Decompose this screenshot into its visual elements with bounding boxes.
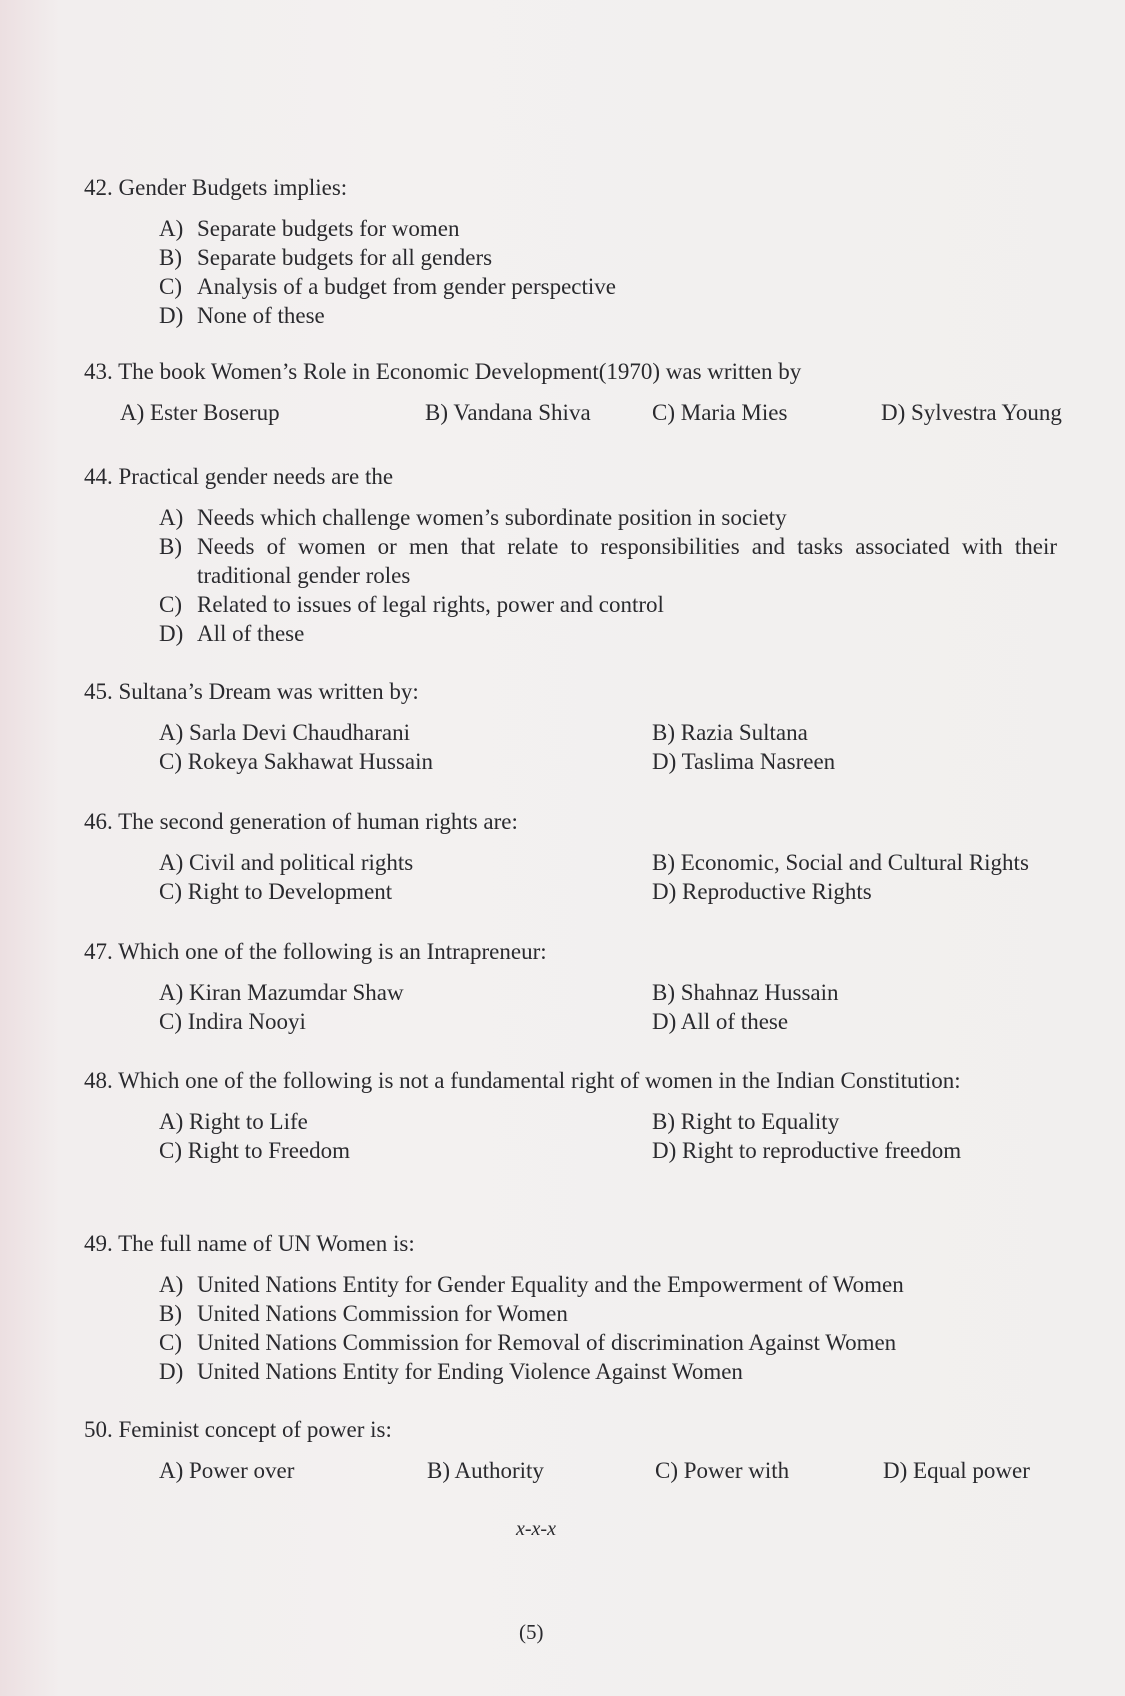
option-a: A) United Nations Entity for Gender Equality and the Empowerment of Women — [159, 1272, 904, 1297]
question-46 — [84, 807, 1084, 906]
option-c: C) Right to Development — [159, 879, 393, 904]
question-48 — [84, 1066, 1084, 1165]
option-b: B) Needs of women or men that relate to responsibilities and tasks associated with their traditional gender roles — [159, 534, 1057, 588]
option-list — [84, 503, 1057, 648]
option-c: C) Analysis of a budget from gender perspective — [159, 274, 616, 299]
question-45 — [84, 677, 1084, 776]
option-b: B) Separate budgets for all genders — [159, 245, 493, 270]
option-b: B) United Nations Commission for Women — [159, 1301, 568, 1326]
page-number: (5) — [519, 1620, 544, 1644]
question-44 — [84, 462, 1057, 648]
option-d: D) Sylvestra Young — [881, 400, 1062, 425]
question-stem: 47. Which one of the following is an Intrapreneur: — [84, 939, 547, 964]
option-a: A) Needs which challenge women’s subordinate position in society — [159, 505, 787, 530]
option-b: B) Right to Equality — [652, 1109, 840, 1134]
option-row — [84, 398, 1084, 428]
option-a: A) Civil and political rights — [159, 850, 414, 875]
option-list — [84, 1270, 1057, 1386]
question-stem: 43. The book Women’s Role in Economic Development(1970) was written by — [84, 359, 802, 384]
option-d: D) All of these — [159, 621, 305, 646]
question-stem: 49. The full name of UN Women is: — [84, 1231, 415, 1256]
option-b: B) Shahnaz Hussain — [652, 980, 839, 1005]
question-43 — [84, 357, 1084, 428]
option-grid — [84, 848, 1084, 906]
option-a: A) Separate budgets for women — [159, 216, 460, 241]
option-list — [84, 214, 1057, 330]
option-b: B) Economic, Social and Cultural Rights — [652, 850, 1029, 875]
option-b: B) Vandana Shiva — [425, 400, 591, 425]
option-d: D) Right to reproductive freedom — [652, 1138, 962, 1163]
option-d: D) Taslima Nasreen — [652, 749, 836, 774]
option-c: C) Power with — [655, 1458, 790, 1483]
option-d: D) None of these — [159, 303, 325, 328]
question-stem: 50. Feminist concept of power is: — [84, 1417, 392, 1442]
end-mark: x-x-x — [516, 1518, 556, 1540]
option-row — [84, 1456, 1084, 1486]
option-grid — [84, 978, 1084, 1036]
question-49 — [84, 1229, 1057, 1386]
option-a: A) Right to Life — [159, 1109, 308, 1134]
question-stem: 42. Gender Budgets implies: — [84, 175, 348, 200]
option-b: B) Razia Sultana — [652, 720, 808, 745]
option-c: C) Right to Freedom — [159, 1138, 351, 1163]
question-stem: 45. Sultana’s Dream was written by: — [84, 679, 419, 704]
option-d: D) Equal power — [883, 1458, 1030, 1483]
option-d: D) All of these — [652, 1009, 789, 1034]
option-a: A) Kiran Mazumdar Shaw — [159, 980, 404, 1005]
question-stem: 48. Which one of the following is not a fundamental right of women in the Indian Constitution: — [84, 1068, 961, 1093]
option-c: C) Rokeya Sakhawat Hussain — [159, 749, 434, 774]
question-50 — [84, 1415, 1084, 1486]
question-stem: 44. Practical gender needs are the — [84, 464, 394, 489]
option-a: A) Ester Boserup — [120, 400, 280, 425]
question-stem: 46. The second generation of human rights are: — [84, 809, 518, 834]
question-47 — [84, 937, 1084, 1036]
option-d: D) Reproductive Rights — [652, 879, 872, 904]
option-b: B) Authority — [427, 1458, 544, 1483]
option-a: A) Sarla Devi Chaudharani — [159, 720, 411, 745]
option-grid — [84, 1107, 1084, 1165]
option-c: C) Related to issues of legal rights, power and control — [159, 592, 664, 617]
option-grid — [84, 718, 1084, 776]
option-d: D) United Nations Entity for Ending Violence Against Women — [159, 1359, 743, 1384]
option-c: C) Maria Mies — [652, 400, 788, 425]
question-42 — [84, 173, 1057, 330]
option-c: C) Indira Nooyi — [159, 1009, 306, 1034]
option-c: C) United Nations Commission for Removal of discrimination Against Women — [159, 1330, 897, 1355]
option-a: A) Power over — [159, 1458, 295, 1483]
